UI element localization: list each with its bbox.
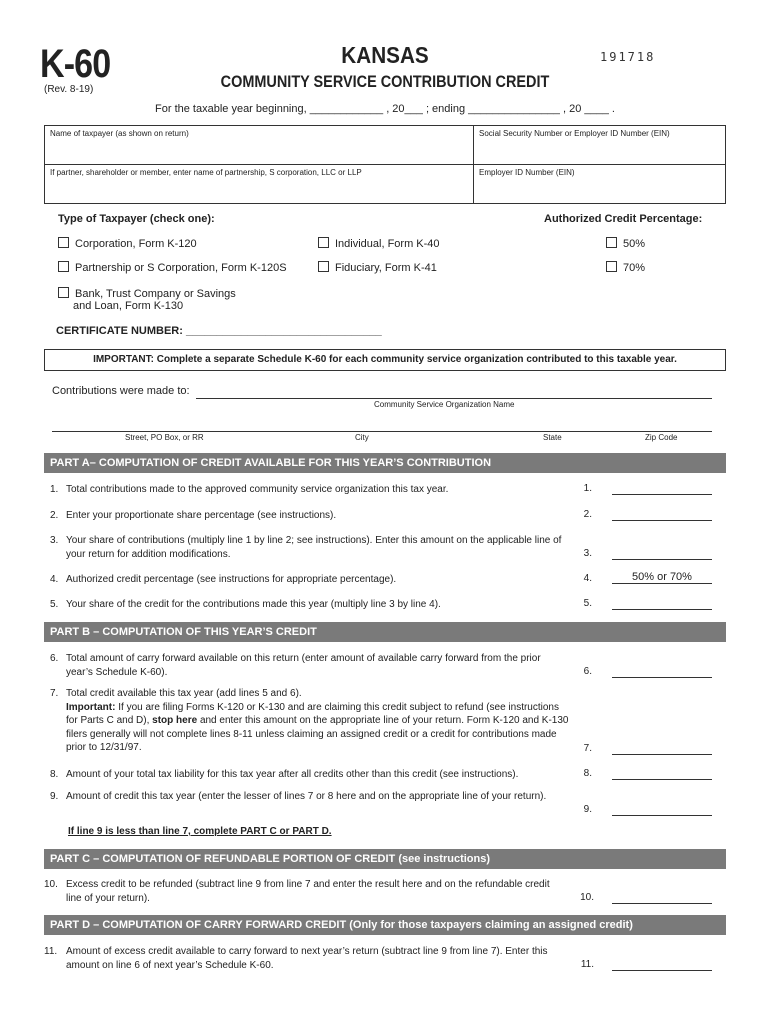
line-4-input[interactable]: 50% or 70% bbox=[612, 571, 712, 584]
option-individual[interactable]: Individual, Form K-40 bbox=[318, 237, 440, 250]
option-bank[interactable]: Bank, Trust Company or Savings bbox=[58, 287, 236, 300]
line-4-number: 4. bbox=[583, 573, 592, 584]
option-fiduciary[interactable]: Fiduciary, Form K-41 bbox=[318, 261, 437, 274]
line-2: 2. Enter your proportionate share percentage (see instructions). bbox=[50, 510, 337, 521]
part-c-header: PART C – COMPUTATION OF REFUNDABLE PORTION OF CREDIT (see instructions) bbox=[44, 849, 726, 869]
form-number: K-60 bbox=[40, 42, 111, 86]
part-a-header: PART A– COMPUTATION OF CREDIT AVAILABLE FOR THIS YEAR’S CONTRIBUTION bbox=[44, 453, 726, 473]
line-10-number: 10. bbox=[580, 892, 594, 903]
tax-year-line[interactable]: For the taxable year beginning, ____________ , 20___ ; ending _______________ , 20 ____ . bbox=[155, 103, 615, 115]
line-11: 11. Amount of excess credit available to carry forward to next year’s return (subtract line 9 from line 7). Enter this amount on line 6 of next year’s Schedule K-60. bbox=[44, 946, 548, 971]
line-7-number: 7. bbox=[583, 743, 592, 754]
checkbox[interactable] bbox=[58, 261, 69, 272]
address-line[interactable] bbox=[52, 419, 712, 432]
part-c-d-note: If line 9 is less than line 7, complete PART C or PART D. bbox=[68, 826, 332, 837]
line-3-input[interactable] bbox=[612, 547, 712, 560]
line-5-input[interactable] bbox=[612, 597, 712, 610]
form-revision: (Rev. 8-19) bbox=[44, 84, 94, 95]
option-bank-cont: and Loan, Form K-130 bbox=[73, 300, 184, 312]
credit-percentage-heading: Authorized Credit Percentage: bbox=[544, 213, 703, 225]
partner-name-label: If partner, shareholder or member, enter name of partnership, S corporation, LLC or LLP bbox=[50, 168, 362, 177]
line-2-number: 2. bbox=[583, 509, 592, 520]
state-title: KANSAS bbox=[341, 42, 429, 68]
state-caption: State bbox=[543, 433, 562, 442]
employer-id-label: Employer ID Number (EIN) bbox=[479, 168, 575, 177]
line-1-input[interactable] bbox=[612, 482, 712, 495]
line-11-number: 11. bbox=[580, 959, 594, 970]
important-note: IMPORTANT: Complete a separate Schedule K-60 for each community service organization contributed to this taxable year. bbox=[44, 349, 726, 371]
checkbox[interactable] bbox=[318, 261, 329, 272]
line-10: 10. Excess credit to be refunded (subtract line 9 from line 7 and enter the result here and on the refundable credit line of your return). bbox=[44, 879, 550, 904]
line-6: 6. Total amount of carry forward available on this return (enter amount of available carry forward from the prior year’s Schedule K-60). bbox=[50, 653, 541, 678]
checkbox[interactable] bbox=[58, 287, 69, 298]
part-d-header: PART D – COMPUTATION OF CARRY FORWARD CREDIT (Only for those taxpayers claiming an assigned credit) bbox=[44, 915, 726, 935]
org-name-line[interactable] bbox=[196, 386, 712, 399]
line-4: 4. Authorized credit percentage (see instructions for appropriate percentage). bbox=[50, 574, 397, 585]
line-8-number: 8. bbox=[583, 768, 592, 779]
form-title: COMMUNITY SERVICE CONTRIBUTION CREDIT bbox=[220, 72, 550, 91]
certificate-number[interactable]: CERTIFICATE NUMBER: ________________________________ bbox=[56, 325, 382, 337]
option-50-percent[interactable]: 50% bbox=[606, 237, 645, 250]
employer-id-field[interactable] bbox=[473, 164, 726, 204]
option-70-percent[interactable]: 70% bbox=[606, 261, 645, 274]
option-partnership[interactable]: Partnership or S Corporation, Form K-120S bbox=[58, 261, 287, 274]
ssn-ein-field[interactable] bbox=[473, 125, 726, 165]
line-1-number: 1. bbox=[583, 483, 592, 494]
part-b-header: PART B – COMPUTATION OF THIS YEAR’S CREDIT bbox=[44, 622, 726, 642]
line-1: 1. Total contributions made to the approved community service organization this tax year. bbox=[50, 484, 449, 495]
zip-caption: Zip Code bbox=[645, 433, 678, 442]
ssn-ein-label: Social Security Number or Employer ID Number (EIN) bbox=[479, 129, 670, 138]
line-2-input[interactable] bbox=[612, 508, 712, 521]
line-11-input[interactable] bbox=[612, 958, 712, 971]
checkbox[interactable] bbox=[318, 237, 329, 248]
line-6-input[interactable] bbox=[612, 665, 712, 678]
taxpayer-name-label: Name of taxpayer (as shown on return) bbox=[50, 129, 189, 138]
line-5: 5. Your share of the credit for the contributions made this year (multiply line 3 by line 4). bbox=[50, 599, 441, 610]
line-9-input[interactable] bbox=[612, 803, 712, 816]
street-caption: Street, PO Box, or RR bbox=[125, 433, 204, 442]
form-code: 191718 bbox=[600, 50, 656, 64]
line-10-input[interactable] bbox=[612, 891, 712, 904]
city-caption: City bbox=[355, 433, 369, 442]
partner-name-field[interactable] bbox=[44, 164, 474, 204]
line-6-number: 6. bbox=[583, 666, 592, 677]
checkbox[interactable] bbox=[606, 237, 617, 248]
line-7-input[interactable] bbox=[612, 742, 712, 755]
org-name-caption: Community Service Organization Name bbox=[374, 400, 515, 409]
line-9-number: 9. bbox=[583, 804, 592, 815]
taxpayer-type-heading: Type of Taxpayer (check one): bbox=[58, 213, 215, 225]
option-corporation[interactable]: Corporation, Form K-120 bbox=[58, 237, 197, 250]
contributions-label: Contributions were made to: bbox=[52, 385, 190, 397]
line-5-number: 5. bbox=[583, 598, 592, 609]
taxpayer-name-field[interactable] bbox=[44, 125, 474, 165]
line-3: 3. Your share of contributions (multiply line 1 by line 2; see instructions). Enter this amount on the applicable line of your return for addition modifications. bbox=[50, 535, 562, 560]
line-8-input[interactable] bbox=[612, 767, 712, 780]
line-7: 7. Total credit available this tax year (add lines 5 and 6). Important: If you are filing Forms K-120 or K-130 and are claiming this credit subject to refund (see instructions for Parts C and D), stop here and enter this amount on the appropriate line of your return. Form K-120 and K-130 filers generally will not complete lines 8-11 unless claiming an assigned credit or a credit for contributions made prior to 12/31/97. bbox=[50, 688, 569, 753]
checkbox[interactable] bbox=[58, 237, 69, 248]
line-8: 8. Amount of your total tax liability for this tax year after all credits other than this credit (see instructions). bbox=[50, 769, 519, 780]
line-9: 9. Amount of credit this tax year (enter the lesser of lines 7 or 8 here and on the appropriate line of your return). bbox=[50, 791, 547, 802]
line-3-number: 3. bbox=[583, 548, 592, 559]
checkbox[interactable] bbox=[606, 261, 617, 272]
